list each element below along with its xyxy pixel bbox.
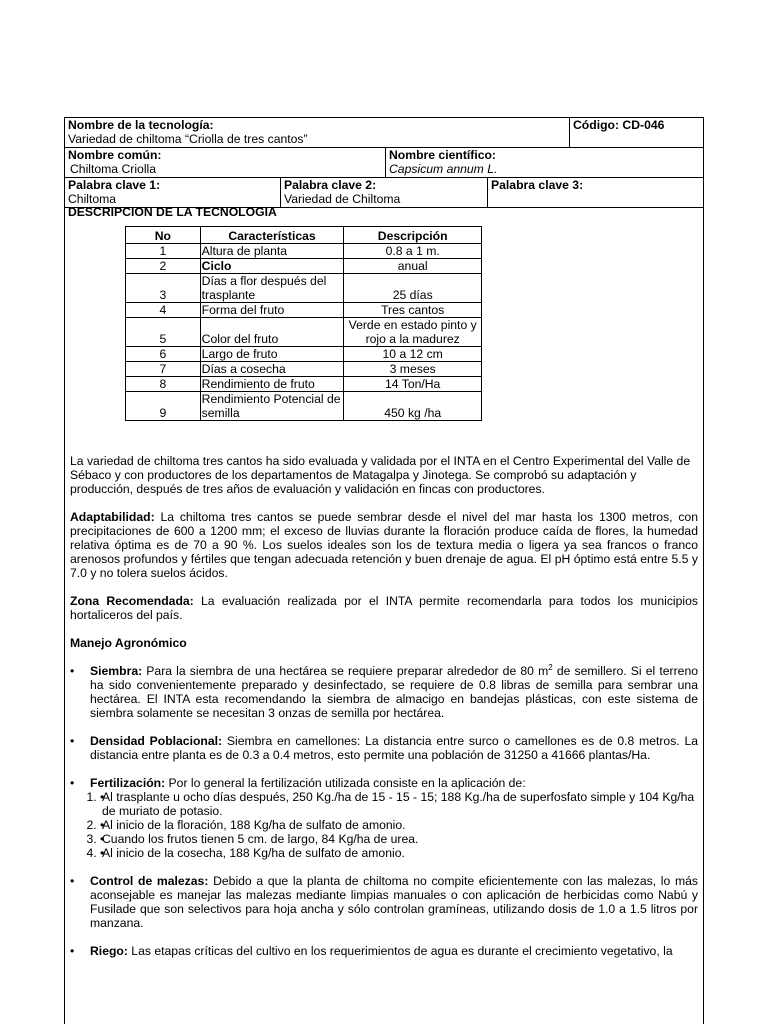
row-no: 1 [126, 244, 201, 259]
row-characteristic: Color del fruto [200, 318, 344, 347]
adaptability-text: La chiltoma tres cantos se puede sembrar desde el nivel del mar hasta los 1300 metros, con precipitaciones de 600 a 1200 mm; el exceso de lluvias durante la floración produce caída de flores, la humedad relativa óptima es de 70 a 90 %. Los suelos ideales son los de textura media o ligera ya sea francos o franco arenosos profundos y fértiles que tengan adecuada retención y buen drenaje de agua. El pH óptimo está entre 5.5 y 7.0 y no tolera suelos ácidos. [70, 510, 698, 580]
irrigation-label: Riego: [90, 944, 128, 958]
zone-paragraph [70, 594, 698, 622]
row-characteristic: Forma del fruto [200, 303, 344, 318]
scientific-name-cell [385, 148, 703, 177]
density-label: Densidad Poblacional: [90, 734, 223, 748]
col-characteristics-header: Características [200, 227, 344, 244]
description-title: DESCRIPCION DE LA TECNOLOGIA [68, 205, 277, 219]
row-no: 2 [126, 259, 201, 274]
table-row [126, 362, 482, 377]
row-no: 8 [126, 377, 201, 392]
row-characteristic: Altura de planta [200, 244, 344, 259]
row-characteristic: Días a flor después del trasplante [200, 274, 344, 303]
fertilization-step: • 3. Cuando los frutos tienen 5 cm. de largo, 84 Kg/ha de urea. [100, 832, 698, 846]
keyword2-cell [280, 178, 487, 207]
row-description: 10 a 12 cm [344, 347, 482, 362]
fertilization-step: • 2. Al inicio de la floración, 188 Kg/ha de sulfato de amonio. [100, 818, 698, 832]
siembra-text-b: de semillero. Si el terreno ha sido convenientemente preparado y desinfectado, se requiere de 0.8 libras de semilla para sembrar una hectárea. El INTA esta recomendando la siembra de almacigo en bandejas plásticas, con este sistema de siembra solamente se necesitan 3 onzas de semilla por hectárea. [90, 664, 699, 720]
common-name-value: Chiltoma Criolla [70, 162, 157, 176]
common-name-cell [65, 148, 385, 177]
keyword2-label: Palabra clave 2: [284, 178, 377, 192]
list-item [70, 664, 698, 720]
keyword3-cell [487, 178, 703, 207]
row-description: 450 kg /ha [344, 392, 482, 421]
keyword1-cell [65, 178, 280, 207]
siembra-text-a: Para la siembra de una hectárea se requiere preparar alrededor de 80 m [142, 664, 549, 678]
list-item [70, 776, 698, 860]
list-item [70, 944, 698, 958]
adaptability-label: Adaptabilidad: [70, 510, 155, 524]
header-row-keywords [65, 178, 703, 208]
row-no: 4 [126, 303, 201, 318]
list-item [70, 734, 698, 762]
row-description: Tres cantos [344, 303, 482, 318]
adaptability-paragraph [70, 510, 698, 580]
description-section [65, 205, 703, 1026]
col-no-header: No [126, 227, 201, 244]
density-text: Siembra en camellones: La distancia entre surco o camellones es de 0.8 metros. La distancia entre planta es de 0.3 a 0.4 metros, esto permite una población de 31250 a 41666 plantas/Ha. [90, 734, 698, 762]
keyword1-value: Chiltoma [68, 192, 117, 206]
scientific-name-value: Capsicum annum L. [389, 162, 498, 176]
intro-paragraph: La variedad de chiltoma tres cantos ha sido evaluada y validada por el INTA en el Centro Experimental del Valle de Sébaco y con productores de los departamentos de Matagalpa y Jinotega. Se comprobó su adaptación y producción, después de tres años de evaluación y validación en fincas con productores. [70, 454, 691, 496]
management-list [70, 664, 698, 958]
fertilization-step: • 1. Al trasplante u ocho días después, 250 Kg./ha de 15 - 15 - 15; 188 Kg./ha de superfosfato simple y 104 Kg/ha de muriato de potasio. [100, 790, 698, 818]
fertilization-steps [70, 790, 698, 860]
table-row [126, 274, 482, 303]
irrigation-text: Las etapas críticas del cultivo en los requerimientos de agua es durante el crecimiento vegetativo, la [127, 944, 673, 958]
fertilization-step: • 4. Al inicio de la cosecha, 188 Kg/ha de sulfato de amonio. [100, 846, 698, 860]
row-description: anual [344, 259, 482, 274]
fertilization-text: Por lo general la fertilización utilizada consiste en la aplicación de: [165, 776, 526, 790]
row-no: 3 [126, 274, 201, 303]
table-row [126, 347, 482, 362]
zone-label: Zona Recomendada: [70, 594, 194, 608]
table-header-row [126, 227, 482, 244]
code-cell: Código: CD-046 [569, 118, 703, 147]
col-description-header: Descripción [344, 227, 482, 244]
row-no: 9 [126, 392, 201, 421]
table-row [126, 303, 482, 318]
row-description: 3 meses [344, 362, 482, 377]
siembra-sup: 2 [548, 662, 553, 672]
common-name-label: Nombre común: [68, 148, 162, 162]
header-row-tech [65, 118, 703, 148]
row-no: 6 [126, 347, 201, 362]
row-characteristic: Rendimiento de fruto [200, 377, 344, 392]
keyword1-label: Palabra clave 1: [68, 178, 161, 192]
zone-text: La evaluación realizada por el INTA permite recomendarla para todos los municipios hortaliceros del país. [70, 594, 698, 622]
row-characteristic: Días a cosecha [200, 362, 344, 377]
tech-name-value: Variedad de chiltoma “Criolla de tres cantos” [68, 132, 308, 146]
row-characteristic: Largo de fruto [200, 347, 344, 362]
row-description: Verde en estado pinto y rojo a la madurez [344, 318, 482, 347]
row-no: 5 [126, 318, 201, 347]
keyword2-value: Variedad de Chiltoma [284, 192, 401, 206]
table-row [126, 244, 482, 259]
technology-sheet [64, 117, 704, 1024]
keyword3-label: Palabra clave 3: [491, 178, 584, 192]
row-no: 7 [126, 362, 201, 377]
tech-name-cell [65, 118, 569, 147]
row-description: 25 días [344, 274, 482, 303]
row-characteristic: Ciclo [200, 259, 344, 274]
table-row [126, 377, 482, 392]
management-title: Manejo Agronómico [70, 636, 187, 650]
characteristics-table [125, 226, 482, 421]
scientific-name-label: Nombre científico: [389, 148, 496, 162]
tech-name-label: Nombre de la tecnología: [68, 118, 214, 132]
document-body [70, 454, 698, 958]
weed-control-label: Control de malezas: [90, 874, 209, 888]
weed-control-text: Debido a que la planta de chiltoma no compite eficientemente con las malezas, lo más aconsejable es manejar las malezas mediante limpias manuales o con aplicación de herbicidas como Nabú y Fusilade que son selectivos para hoja ancha y sólo controlan gramíneas, utilizando dosis de 1.0 a 1.5 litros por manzana. [90, 874, 698, 930]
row-description: 14 Ton/Ha [344, 377, 482, 392]
list-item [70, 874, 698, 930]
table-row [126, 259, 482, 274]
table-row [126, 392, 482, 421]
siembra-label: Siembra: [90, 664, 143, 678]
table-row [126, 318, 482, 347]
header-row-names [65, 148, 703, 178]
row-description: 0.8 a 1 m. [344, 244, 482, 259]
fertilization-label: Fertilización: [90, 776, 166, 790]
row-characteristic: Rendimiento Potencial de semilla [200, 392, 344, 421]
